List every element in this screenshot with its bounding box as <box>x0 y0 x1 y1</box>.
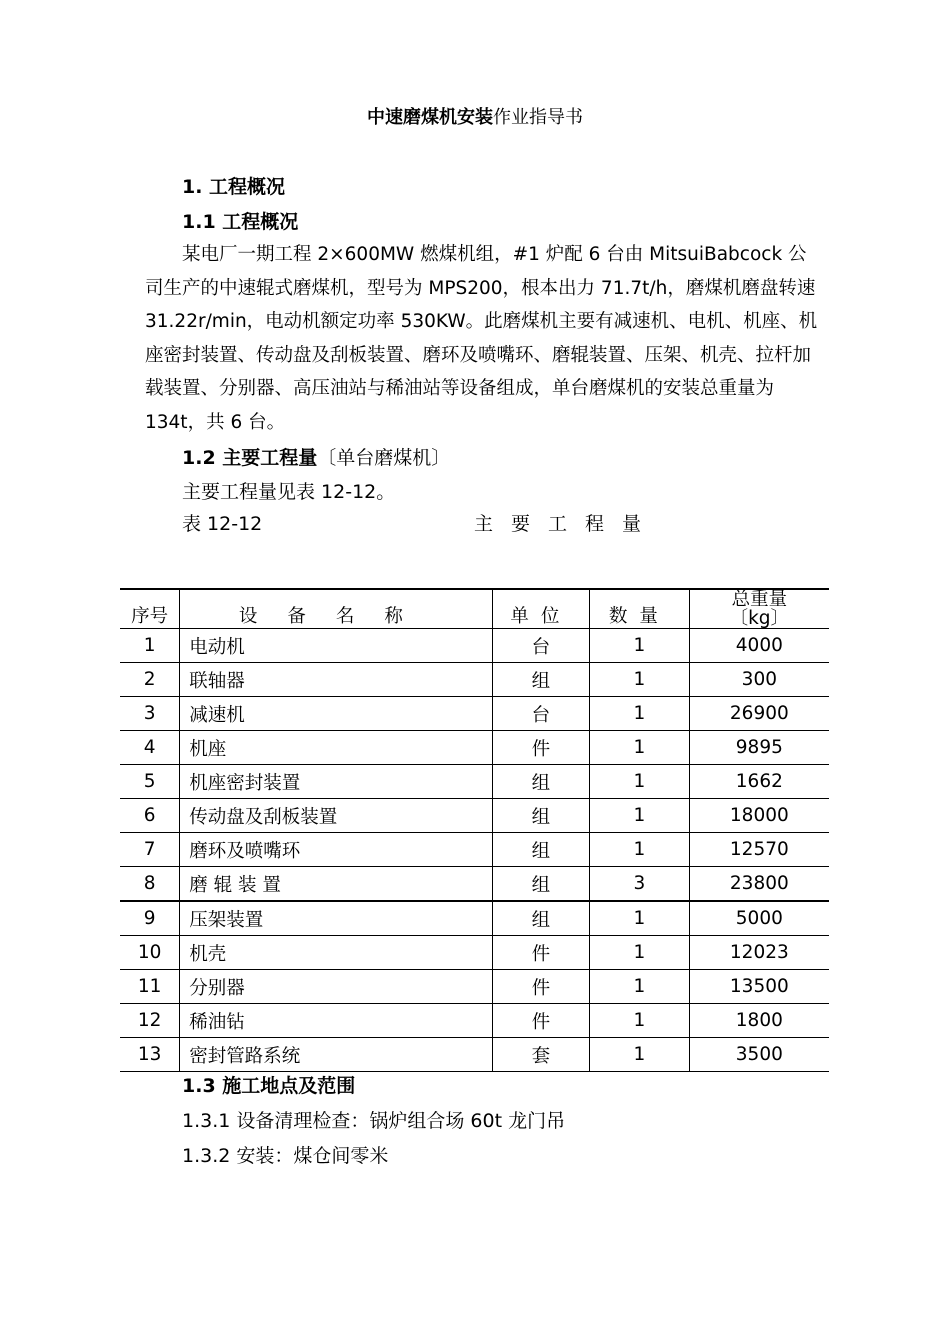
cell-name: 机壳 <box>180 936 492 970</box>
cell-name: 压架装置 <box>180 901 492 936</box>
cell-unit: 件 <box>492 1004 590 1038</box>
cell-qty: 1 <box>590 970 690 1004</box>
section-1-3-heading: 1.3 施工地点及范围 <box>182 1075 356 1097</box>
cell-no: 12 <box>120 1004 180 1038</box>
cell-no: 7 <box>120 833 180 867</box>
cell-name: 磨 辊 装 置 <box>180 867 492 902</box>
cell-name: 密封管路系统 <box>180 1038 492 1072</box>
table-row <box>120 697 829 731</box>
document-title <box>0 103 950 129</box>
cell-weight: 9895 <box>689 731 829 765</box>
cell-unit: 组 <box>492 663 590 697</box>
table-row <box>120 765 829 799</box>
cell-weight: 1800 <box>689 1004 829 1038</box>
table-number: 表 12-12 <box>182 513 263 535</box>
table-row <box>120 867 829 902</box>
table-row <box>120 970 829 1004</box>
table-row <box>120 799 829 833</box>
cell-weight: 23800 <box>689 867 829 902</box>
table-header-row <box>120 589 829 629</box>
table-row <box>120 1038 829 1072</box>
table-row <box>120 901 829 936</box>
cell-no: 8 <box>120 867 180 902</box>
section-1-2-bold: 1.2 主要工程量 <box>182 447 318 469</box>
cell-qty: 1 <box>590 765 690 799</box>
cell-no: 4 <box>120 731 180 765</box>
cell-qty: 1 <box>590 833 690 867</box>
section-1-1-heading: 1.1 工程概况 <box>182 211 299 233</box>
table-row <box>120 629 829 663</box>
cell-unit: 组 <box>492 901 590 936</box>
cell-unit: 件 <box>492 936 590 970</box>
item-1-3-1: 1.3.1 设备清理检查：锅炉组合场 60t 龙门吊 <box>182 1110 566 1132</box>
cell-weight: 4000 <box>689 629 829 663</box>
table-title: 主要工程量 <box>474 513 660 535</box>
item-1-3-2: 1.3.2 安装：煤仓间零米 <box>182 1145 389 1167</box>
cell-qty: 1 <box>590 799 690 833</box>
cell-name: 减速机 <box>180 697 492 731</box>
cell-unit: 组 <box>492 765 590 799</box>
cell-name: 磨环及喷嘴环 <box>180 833 492 867</box>
header-qty: 数量 <box>590 589 690 629</box>
section-1-heading: 1. 工程概况 <box>182 176 286 198</box>
cell-name: 机座 <box>180 731 492 765</box>
cell-unit: 组 <box>492 799 590 833</box>
table-row <box>120 1004 829 1038</box>
cell-name: 传动盘及刮板装置 <box>180 799 492 833</box>
cell-no: 3 <box>120 697 180 731</box>
cell-unit: 台 <box>492 629 590 663</box>
cell-unit: 台 <box>492 697 590 731</box>
section-1-2-heading <box>182 443 450 470</box>
cell-weight: 5000 <box>689 901 829 936</box>
cell-no: 9 <box>120 901 180 936</box>
header-unit: 单位 <box>492 589 590 629</box>
cell-no: 11 <box>120 970 180 1004</box>
section-1-2-rest: 〔单台磨煤机〕 <box>317 447 451 469</box>
cell-no: 10 <box>120 936 180 970</box>
header-no: 序号 <box>120 589 180 629</box>
overview-paragraph <box>145 238 825 440</box>
cell-no: 13 <box>120 1038 180 1072</box>
cell-qty: 1 <box>590 629 690 663</box>
cell-name: 机座密封装置 <box>180 765 492 799</box>
header-weight-line1: 总重量 <box>731 589 788 610</box>
cell-weight: 12570 <box>689 833 829 867</box>
cell-weight: 12023 <box>689 936 829 970</box>
table-row <box>120 936 829 970</box>
cell-weight: 300 <box>689 663 829 697</box>
cell-no: 6 <box>120 799 180 833</box>
cell-qty: 1 <box>590 936 690 970</box>
table-row <box>120 663 829 697</box>
cell-no: 2 <box>120 663 180 697</box>
cell-qty: 1 <box>590 901 690 936</box>
cell-unit: 件 <box>492 970 590 1004</box>
overview-paragraph-text: 某电厂一期工程 2×600MW 燃煤机组，#1 炉配 6 台由 MitsuiBabcock 公司生产的中速辊式磨煤机，型号为 MPS200，根本出力 71.7t/h，磨煤机磨盘转速 31.22r/min，电动机额定功率 530KW。此磨煤机主要有减速机、电机、机座、机座密封装置、传动盘及刮板装置、磨环及喷嘴环、磨辊装置、压架、机壳、拉杆加载装置、分别器、高压油站与稀油站等设备组成，单台磨煤机的安装总重量为 134t，共 6 台。 <box>145 244 818 433</box>
cell-no: 5 <box>120 765 180 799</box>
cell-unit: 组 <box>492 833 590 867</box>
document-title-rest: 作业指导书 <box>493 107 583 128</box>
cell-qty: 3 <box>590 867 690 902</box>
cell-weight: 18000 <box>689 799 829 833</box>
cell-weight: 13500 <box>689 970 829 1004</box>
cell-name: 稀油钻 <box>180 1004 492 1038</box>
cell-weight: 1662 <box>689 765 829 799</box>
table-reference: 主要工程量见表 12-12。 <box>182 481 396 503</box>
header-name: 设备名称 <box>180 589 492 629</box>
cell-qty: 1 <box>590 663 690 697</box>
cell-qty: 1 <box>590 731 690 765</box>
table-row <box>120 833 829 867</box>
quantities-table <box>120 588 829 1072</box>
cell-qty: 1 <box>590 697 690 731</box>
table-row <box>120 731 829 765</box>
cell-unit: 组 <box>492 867 590 902</box>
header-weight-line2: 〔kg〕 <box>729 608 790 629</box>
cell-name: 分别器 <box>180 970 492 1004</box>
cell-unit: 套 <box>492 1038 590 1072</box>
cell-no: 1 <box>120 629 180 663</box>
cell-name: 联轴器 <box>180 663 492 697</box>
cell-qty: 1 <box>590 1038 690 1072</box>
cell-weight: 3500 <box>689 1038 829 1072</box>
cell-weight: 26900 <box>689 697 829 731</box>
cell-name: 电动机 <box>180 629 492 663</box>
cell-qty: 1 <box>590 1004 690 1038</box>
document-title-bold: 中速磨煤机安装 <box>367 107 493 128</box>
cell-unit: 件 <box>492 731 590 765</box>
header-weight <box>689 589 829 629</box>
